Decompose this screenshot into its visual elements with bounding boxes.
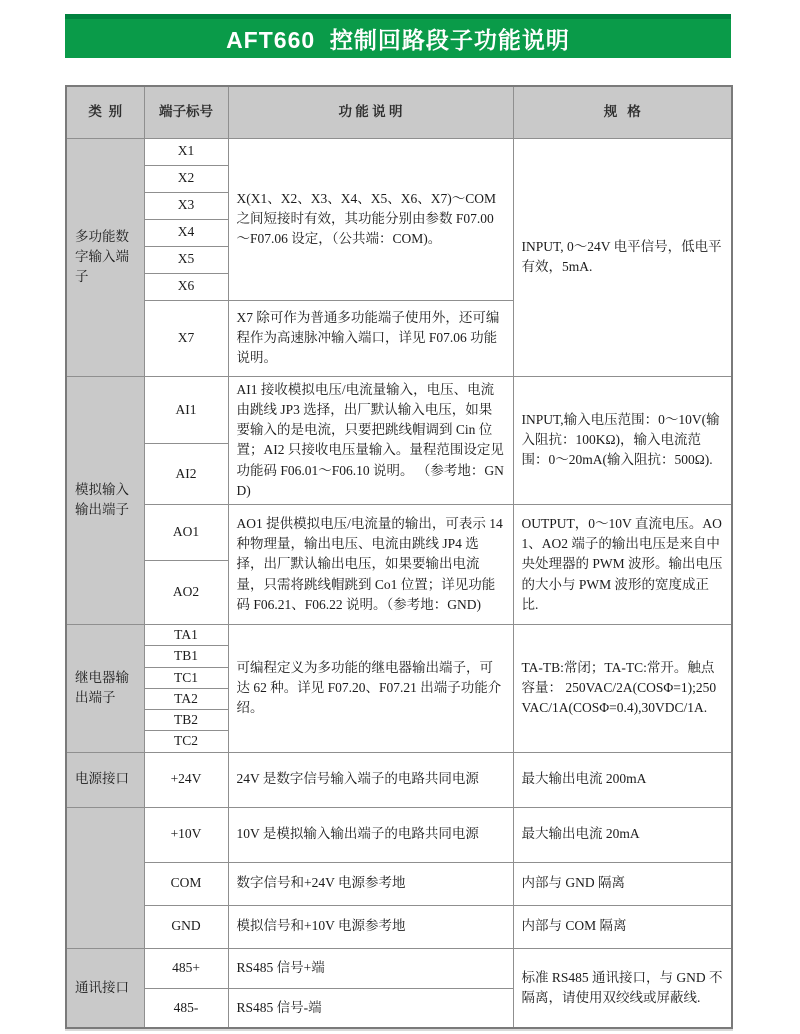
- terminal-tb2: TB2: [144, 710, 228, 731]
- row-ao1: [66, 505, 732, 561]
- terminal-24v: +24V: [144, 752, 228, 807]
- func-ao1-ao2: AO1 提供模拟电压/电流量的输出，可表示 14 种物理量，输出电压、电流由跳线 JP4 选择，出厂默认输出电压，如果要输出电流量，只需将跳线帽跳到 Co1 位置；详见功能码 F06.21、F06.22 说明。（参考地：GND): [228, 505, 513, 625]
- spec-digital-input: INPUT, 0～24V 电平信号，低电平有效，5mA.: [513, 138, 732, 376]
- terminal-ai1: AI1: [144, 376, 228, 444]
- terminal-x3: X3: [144, 192, 228, 219]
- terminal-ta1: TA1: [144, 625, 228, 646]
- header-specification: 规 格: [513, 86, 732, 138]
- row-x1: [66, 138, 732, 165]
- terminal-x7: X7: [144, 300, 228, 376]
- row-com: [66, 862, 732, 905]
- category-multifunction-digital-input: 多功能数字输入端子: [66, 138, 144, 376]
- func-485-minus: RS485 信号-端: [228, 988, 513, 1028]
- spec-24v: 最大输出电流 200mA: [513, 752, 732, 807]
- terminal-ao1: AO1: [144, 505, 228, 561]
- terminal-gnd: GND: [144, 905, 228, 948]
- terminal-tc1: TC1: [144, 667, 228, 688]
- terminal-ai2: AI2: [144, 444, 228, 505]
- spec-analog-input: INPUT,输入电压范围：0～10V(输入阻抗：100KΩ)，输入电流范围：0～20mA(输入阻抗：500Ω).: [513, 376, 732, 505]
- terminal-com: COM: [144, 862, 228, 905]
- spec-485: 标准 RS485 通讯接口，与 GND 不隔离，请使用双绞线或屏蔽线.: [513, 948, 732, 1028]
- terminal-x1: X1: [144, 138, 228, 165]
- header-category: 类 别: [66, 86, 144, 138]
- category-power-continued: [66, 807, 144, 948]
- header-row: [66, 86, 732, 138]
- terminal-10v: +10V: [144, 807, 228, 862]
- page-title: AFT660 控制回路段子功能说明: [226, 27, 570, 53]
- func-10v: 10V 是模拟输入输出端子的电路共同电源: [228, 807, 513, 862]
- func-ai1-ai2: AI1 接收模拟电压/电流量输入，电压、电流由跳线 JP3 选择，出厂默认输入电压，如果要输入的是电流，只要把跳线帽调到 Cin 位置；AI2 只接收电压量输入。量程范围设定见功能码 F06.01～F06.10 说明。 （参考地：GND): [228, 376, 513, 505]
- terminal-x2: X2: [144, 165, 228, 192]
- spec-relay: TA-TB:常闭；TA-TC:常开。触点容量： 250VAC/2A(COSΦ=1);250VAC/1A(COSΦ=0.4),30VDC/1A.: [513, 625, 732, 753]
- terminal-table-body: [66, 138, 732, 1028]
- terminal-485-plus: 485+: [144, 948, 228, 988]
- row-gnd: [66, 905, 732, 948]
- func-24v: 24V 是数字信号输入端子的电路共同电源: [228, 752, 513, 807]
- category-power-interface: 电源接口: [66, 752, 144, 807]
- category-analog-io: 模拟输入输出端子: [66, 376, 144, 625]
- category-communication-interface: 通讯接口: [66, 948, 144, 1028]
- row-485p: [66, 948, 732, 988]
- terminal-x4: X4: [144, 219, 228, 246]
- terminal-tc2: TC2: [144, 731, 228, 752]
- row-ta1: [66, 625, 732, 646]
- terminal-tb1: TB1: [144, 646, 228, 667]
- terminal-x6: X6: [144, 273, 228, 300]
- header-function-description: 功 能 说 明: [228, 86, 513, 138]
- func-com: 数字信号和+24V 电源参考地: [228, 862, 513, 905]
- spec-analog-output: OUTPUT，0～10V 直流电压。AO1、AO2 端子的输出电压是来自中央处理器的 PWM 波形。输出电压的大小与 PWM 波形的宽度成正比.: [513, 505, 732, 625]
- category-relay-output: 继电器输出端子: [66, 625, 144, 753]
- row-10v: [66, 807, 732, 862]
- terminal-ao2: AO2: [144, 561, 228, 625]
- terminal-485-minus: 485-: [144, 988, 228, 1028]
- row-24v: [66, 752, 732, 807]
- row-ai1: [66, 376, 732, 444]
- func-x1-x6: X(X1、X2、X3、X4、X5、X6、X7)～COM 之间短接时有效，其功能分别由参数 F07.00～F07.06 设定，（公共端：COM)。: [228, 138, 513, 300]
- spec-com: 内部与 GND 隔离: [513, 862, 732, 905]
- func-x7: X7 除可作为普通多功能端子使用外，还可编程作为高速脉冲输入端口，详见 F07.06 功能说明。: [228, 300, 513, 376]
- spec-gnd: 内部与 COM 隔离: [513, 905, 732, 948]
- title-banner: [65, 14, 731, 58]
- func-485-plus: RS485 信号+端: [228, 948, 513, 988]
- terminal-ta2: TA2: [144, 688, 228, 709]
- spec-10v: 最大输出电流 20mA: [513, 807, 732, 862]
- table-header: [66, 86, 732, 138]
- terminal-function-table: [65, 85, 733, 1029]
- header-terminal-label: 端子标号: [144, 86, 228, 138]
- func-gnd: 模拟信号和+10V 电源参考地: [228, 905, 513, 948]
- func-relay: 可编程定义为多功能的继电器输出端子，可达 62 种。详见 F07.20、F07.21 出端子功能介绍。: [228, 625, 513, 753]
- terminal-x5: X5: [144, 246, 228, 273]
